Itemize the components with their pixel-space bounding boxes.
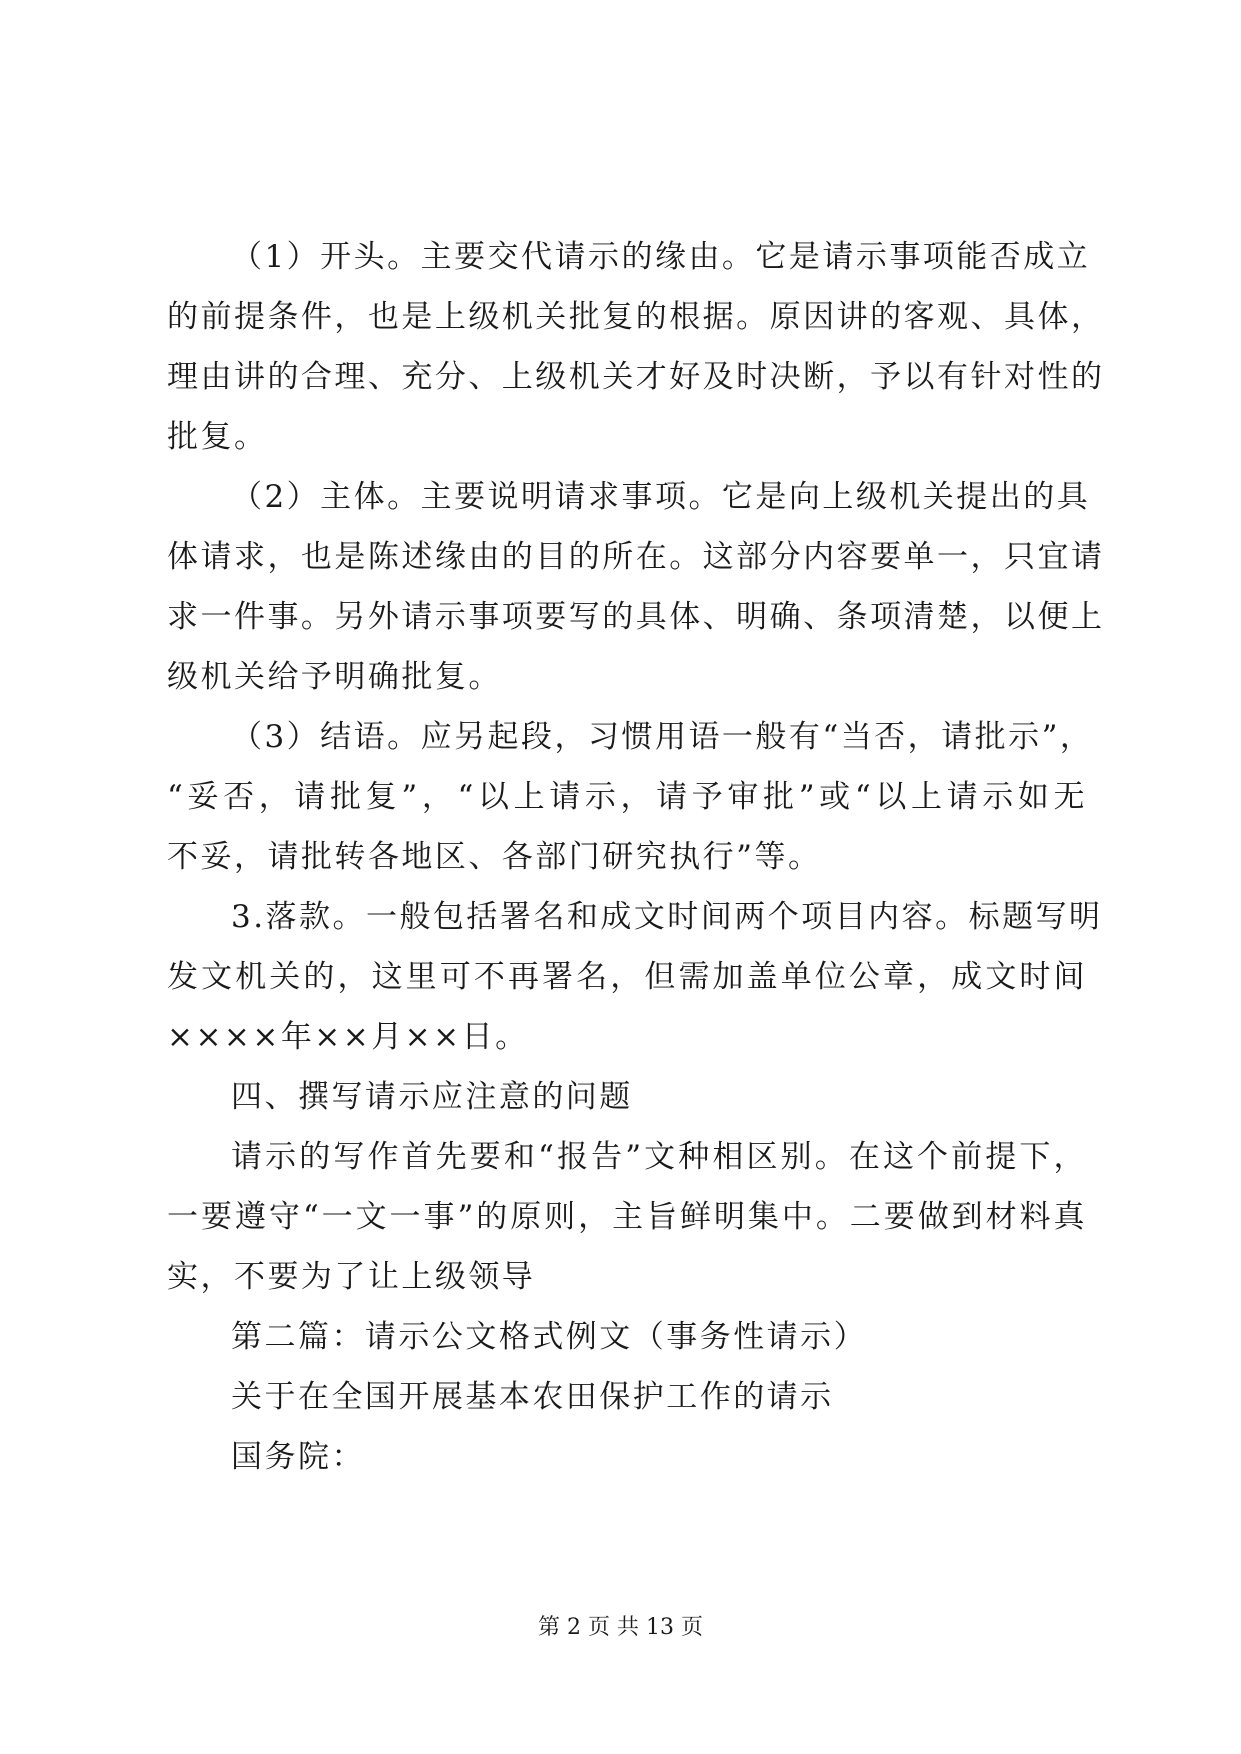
- page-number-footer: 第 2 页 共 13 页: [538, 1615, 703, 1640]
- body-line: （3）结语。应另起段，习惯用语一般有“当否，请批示”，: [231, 719, 1094, 755]
- body-line: 体请求，也是陈述缘由的目的所在。这部分内容要单一，只宜请: [167, 539, 1105, 575]
- chapter-heading: 第二篇：请示公文格式例文（事务性请示）: [231, 1319, 868, 1355]
- body-line: （1）开头。主要交代请示的缘由。它是请示事项能否成立: [231, 239, 1091, 275]
- body-line: 理由讲的合理、充分、上级机关才好及时决断，予以有针对性的: [167, 359, 1105, 395]
- body-line: 批复。: [167, 419, 268, 455]
- body-line: 实，不要为了让上级领导: [167, 1259, 536, 1295]
- body-line: 请示的写作首先要和“报告”文种相区别。在这个前提下，: [231, 1139, 1087, 1175]
- body-line: ××××年××月××日。: [167, 1019, 529, 1055]
- body-line: 求一件事。另外请示事项要写的具体、明确、条项清楚，以便上: [167, 599, 1105, 635]
- section-heading: 四、撰写请示应注意的问题: [231, 1079, 633, 1115]
- document-body: [167, 227, 1105, 1487]
- body-line: “妥否，请批复”，“以上请示，请予审批”或“以上请示如无: [167, 779, 1087, 815]
- body-line: 一要遵守“一文一事”的原则，主旨鲜明集中。二要做到材料真: [167, 1199, 1087, 1235]
- body-line: 3.落款。一般包括署名和成文时间两个项目内容。标题写明: [231, 899, 1103, 935]
- body-line: 发文机关的，这里可不再署名，但需加盖单位公章，成文时间: [167, 959, 1087, 995]
- body-line: 的前提条件，也是上级机关批复的根据。原因讲的客观、具体，: [167, 299, 1105, 335]
- body-line: 级机关给予明确批复。: [167, 659, 502, 695]
- body-line: 不妥，请批转各地区、各部门研究执行”等。: [167, 839, 822, 875]
- addressee: 国务院：: [231, 1439, 365, 1475]
- document-title: 关于在全国开展基本农田保护工作的请示: [231, 1379, 834, 1415]
- body-line: （2）主体。主要说明请求事项。它是向上级机关提出的具: [231, 479, 1091, 515]
